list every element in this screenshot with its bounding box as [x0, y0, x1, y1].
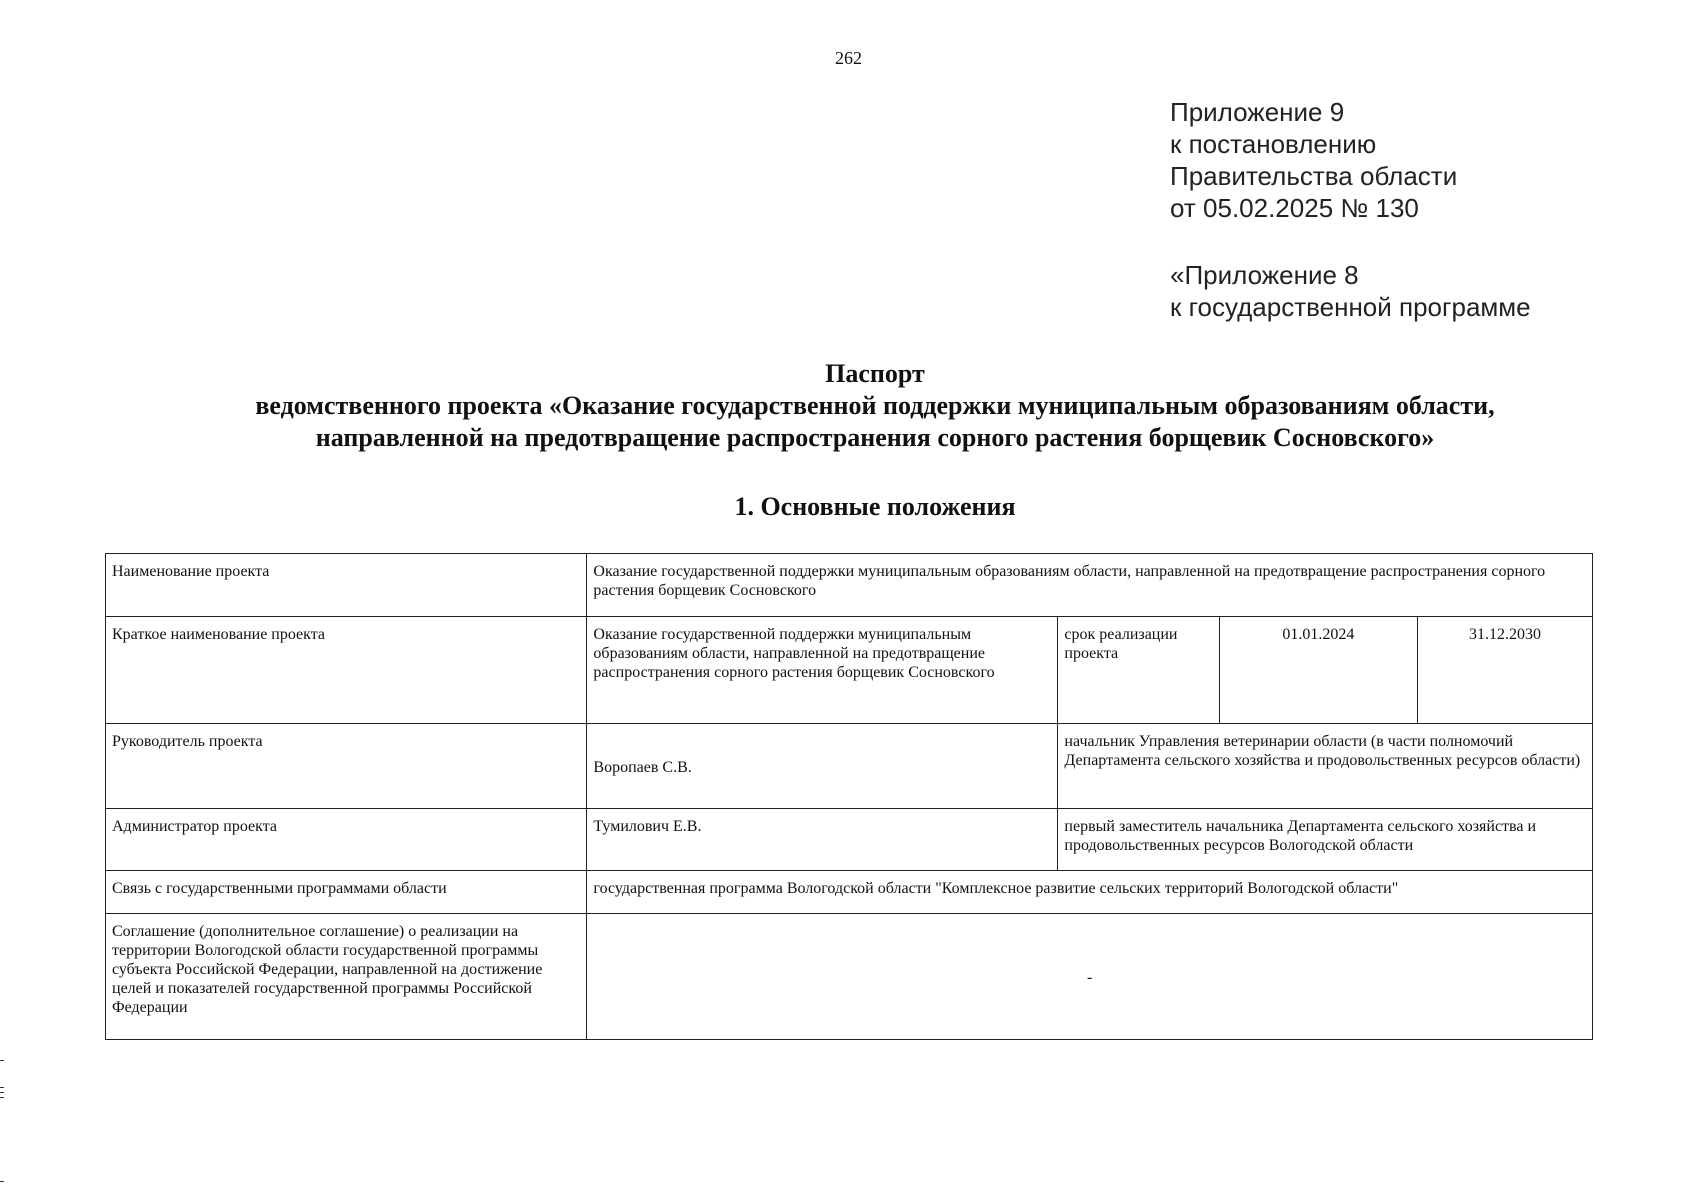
table-row: [106, 914, 1593, 1040]
row-label: Связь с государственными программами области: [106, 871, 587, 914]
appendix-line: Приложение 9: [1170, 97, 1345, 127]
title-line: Паспорт: [825, 359, 925, 388]
appendix-line: к постановлению: [1170, 129, 1377, 159]
margin-mark: [0, 1092, 4, 1093]
manager-position: начальник Управления ветеринарии области (в части полномочий Департамента сельского хозяйства и продовольственных ресурсов области): [1058, 724, 1593, 809]
row-value: государственная программа Вологодской области "Комплексное развитие сельских территорий Вологодской области": [587, 871, 1593, 914]
table-row: [106, 724, 1593, 809]
margin-mark: [0, 1087, 4, 1088]
admin-position: первый заместитель начальника Департамента сельского хозяйства и продовольственных ресурсов Вологодской области: [1058, 809, 1593, 871]
appendix-header: [1170, 96, 1457, 224]
page-number: 262: [835, 48, 862, 68]
row-label: Краткое наименование проекта: [106, 617, 587, 724]
appendix-subheader: [1170, 259, 1531, 323]
end-date: 31.12.2030: [1417, 617, 1592, 724]
appendix-line: «Приложение 8: [1170, 260, 1359, 290]
manager-name: Воропаев С.В.: [587, 724, 1058, 809]
document-title: [0, 358, 1697, 454]
appendix-line: Правительства области: [1170, 161, 1458, 191]
admin-name: Тумилович Е.В.: [587, 809, 1058, 871]
term-label: срок реализации проекта: [1058, 617, 1220, 724]
row-label: Наименование проекта: [106, 554, 587, 617]
title-line: ведомственного проекта «Оказание государственной поддержки муниципальным образованиям области,: [255, 391, 1495, 420]
table-row: [106, 554, 1593, 617]
table-row: [106, 617, 1593, 724]
appendix-line: от 05.02.2025 № 130: [1170, 193, 1419, 223]
row-value: Оказание государственной поддержки муниципальным образованиям области, направленной на предотвращение распространения сорного растения борщевик Сосновского: [587, 617, 1058, 724]
row-value: -: [587, 914, 1593, 1040]
margin-mark: [0, 1097, 4, 1098]
start-date: 01.01.2024: [1219, 617, 1417, 724]
row-value: Оказание государственной поддержки муниципальным образованиям области, направленной на предотвращение распространения сорного растения борщевик Сосновского: [587, 554, 1593, 617]
appendix-line: к государственной программе: [1170, 292, 1531, 322]
row-label: Руководитель проекта: [106, 724, 587, 809]
section-heading: 1. Основные положения: [734, 492, 1016, 521]
margin-mark: [0, 1181, 4, 1182]
title-line: направленной на предотвращение распространения сорного растения борщевик Сосновского»: [315, 423, 1435, 452]
margin-mark: [0, 1060, 4, 1061]
project-info-table: [105, 553, 1593, 1040]
row-label: Администратор проекта: [106, 809, 587, 871]
row-label: Соглашение (дополнительное соглашение) о реализации на территории Вологодской области государственной программы субъекта Российской Федерации, направленной на достижение целей и показателей государственной программы Российской Федерации: [106, 914, 587, 1040]
table-row: [106, 871, 1593, 914]
table-row: [106, 809, 1593, 871]
